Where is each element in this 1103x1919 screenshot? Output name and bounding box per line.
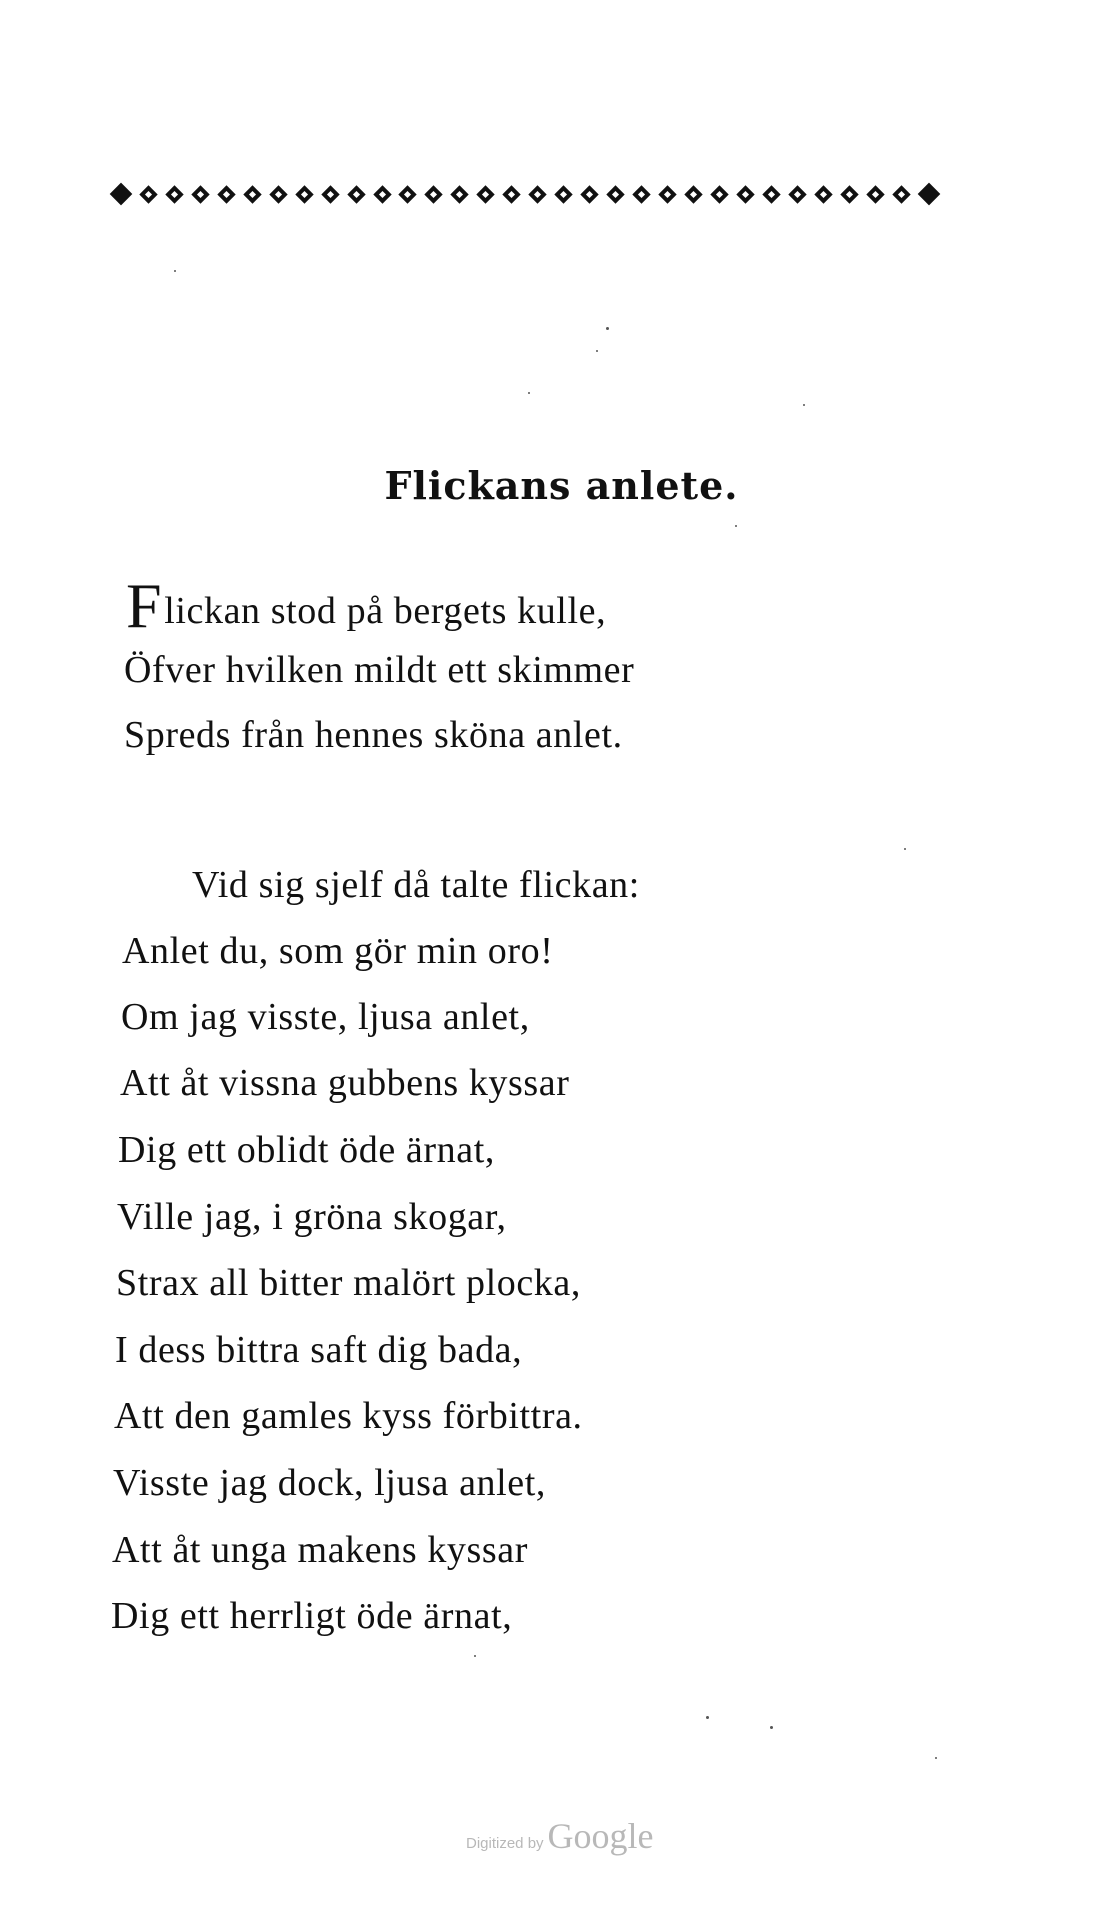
stanza-1-line-3: Spreds från hennes sköna anlet.	[124, 714, 623, 756]
digitized-by-google-watermark	[466, 1815, 654, 1857]
ornament-diamond	[762, 185, 780, 203]
poem-title: Flickans anlete.	[384, 463, 739, 508]
ornament-diamond	[632, 185, 650, 203]
ornament-diamond	[165, 185, 183, 203]
stanza-1-line-1: Flickan stod på bergets kulle,	[126, 570, 607, 641]
ornament-diamond	[892, 185, 910, 203]
ornament-diamond	[658, 185, 676, 203]
ornament-diamond	[425, 185, 443, 203]
stanza-2-line-10: Visste jag dock, ljusa anlet,	[113, 1462, 547, 1504]
ornament-diamond	[217, 185, 235, 203]
watermark-prefix: Digitized by	[466, 1835, 544, 1852]
stanza-2-line-9: Att den gamles kyss förbittra.	[114, 1395, 583, 1437]
ornament-end-diamond	[110, 183, 133, 206]
ornament-diamond	[710, 185, 728, 203]
ornament-diamond	[321, 185, 339, 203]
ornament-diamond	[814, 185, 832, 203]
ornament-diamond	[399, 185, 417, 203]
stanza-2-line-4: Att åt vissna gubbens kyssar	[120, 1062, 570, 1104]
ornament-diamond	[866, 185, 884, 203]
ornament-diamond	[503, 185, 521, 203]
ornament-diamond	[555, 185, 573, 203]
ornament-diamond	[139, 185, 157, 203]
google-logo: Google	[547, 1816, 654, 1856]
stanza-2-line-5: Dig ett oblidt öde ärnat,	[118, 1129, 495, 1171]
stanza-2-line-8: I dess bittra saft dig bada,	[115, 1329, 523, 1371]
ornament-diamond	[606, 185, 624, 203]
ornament-diamond	[347, 185, 365, 203]
ornament-diamond	[373, 185, 391, 203]
ornament-diamond	[580, 185, 598, 203]
stanza-2-line-11: Att åt unga makens kyssar	[112, 1529, 529, 1571]
ornament-diamond	[295, 185, 313, 203]
drop-cap: F	[126, 570, 163, 641]
ornament-diamond	[529, 185, 547, 203]
stanza-2-line-1: Vid sig sjelf då talte flickan:	[192, 864, 640, 906]
stanza-2-line-12: Dig ett herrligt öde ärnat,	[111, 1595, 513, 1637]
ornament-end-diamond	[917, 183, 940, 206]
stanza-2-line-6: Ville jag, i gröna skogar,	[117, 1196, 507, 1238]
ornament-diamond	[243, 185, 261, 203]
stanza-2-line-2: Anlet du, som gör min oro!	[122, 930, 554, 972]
ornament-diamond	[451, 185, 469, 203]
stanza-1-line-2: Öfver hvilken mildt ett skimmer	[124, 649, 635, 691]
ornament-diamond	[840, 185, 858, 203]
stanza-2-line-7: Strax all bitter malört plocka,	[116, 1262, 581, 1304]
ornament-diamond	[788, 185, 806, 203]
ornament-diamond	[191, 185, 209, 203]
ornament-diamond	[269, 185, 287, 203]
stanza-2-line-3: Om jag visste, ljusa anlet,	[121, 996, 530, 1038]
ornament-diamond	[736, 185, 754, 203]
ornament-diamond	[477, 185, 495, 203]
decorative-border-ornament	[113, 180, 937, 208]
ornament-diamond	[684, 185, 702, 203]
